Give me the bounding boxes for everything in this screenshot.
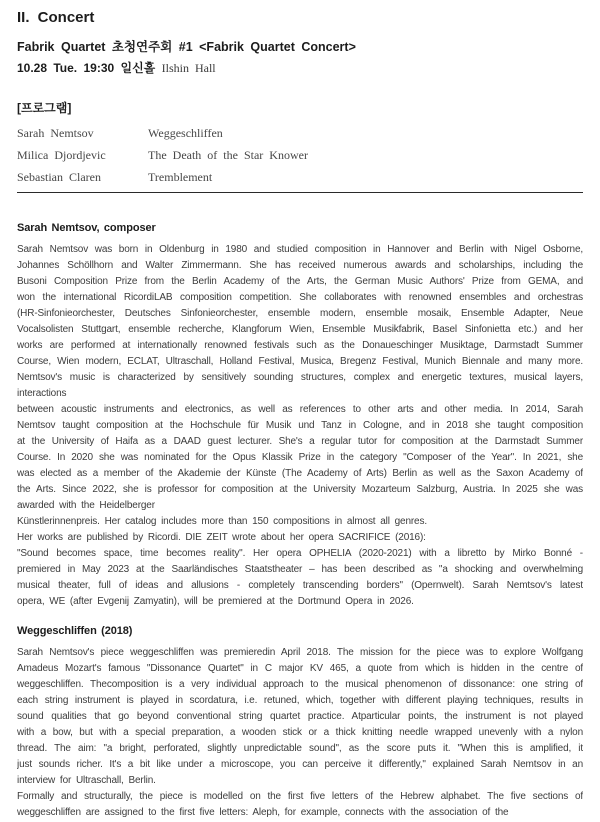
text-line: Vocalsolisten Stuttgart, ensemble recherche, Klangforum Wien, Ensemble Musikfabrik, Basel Sinfonietta etc.) and her — [17, 324, 583, 335]
program-row — [17, 144, 308, 166]
text-line: the Arts. Since 2022, she is professor for composition at the University Mozarteum Salzburg, Austria. In 2025 she was — [17, 484, 583, 495]
piece-title: Weggeschliffen — [148, 126, 223, 140]
text-line: each string instrument is played in scordatura, i.e. retuned, which, together with different playing techniques, results in — [17, 695, 583, 706]
text-line: Course. In 2020 she was nominated for the Opus Klassik Prize in the category "Composer of the Year". In 2021, she — [17, 452, 583, 463]
text-line: musical theater, full of ideas and allusions - completely transcending borders" (Opernwelt). Sarah Nemtsov's latest — [17, 580, 583, 591]
text-line: Sarah Nemtsov was born in Oldenburg in 1980 and studied composition in Hannover and Berlin with Nigel Osborne, — [17, 244, 583, 255]
composer-bio-heading: Sarah Nemtsov, composer — [17, 222, 156, 234]
text-line: Künstlerinnenpreis. Her catalog includes more than 150 compositions in almost all genres. — [17, 516, 427, 527]
event-title: Fabrik Quartet 초청연주회 #1 <Fabrik Quartet Concert> — [17, 40, 356, 54]
text-line: Course, Wien modern, ECLAT, Ultraschall, Holland Festival, Musica, Bregenz Festival, Munich Biennale and many more. — [17, 356, 583, 367]
text-line: won the international RicordiLAB composition competition. She collaborates with renowned ensembles and orchestras — [17, 292, 583, 303]
text-line: Busoni Composition Prize from the Berlin Academy of the Arts, the German Music Authors' Prize from GEMA, and — [17, 276, 583, 287]
composer-name: Sarah Nemtsov — [17, 126, 94, 140]
composer-name: Milica Djordjevic — [17, 148, 106, 162]
text-line: interactions — [17, 388, 67, 399]
program-row — [17, 166, 308, 188]
venue-english-name: Ilshin Hall — [161, 61, 216, 75]
event-datetime-line — [17, 61, 583, 75]
piece-note-heading: Weggeschliffen (2018) — [17, 625, 133, 637]
text-line: thread. The aim: "a bright, perforated, slightly unpredictable sound", as the score puts it. "When this is amplified, it — [17, 743, 583, 754]
section-divider — [17, 192, 583, 193]
text-line: opera, WE (after Evgenij Zamyatin), will be premiered at the Dortmund Opera in 2026. — [17, 596, 414, 607]
text-line: Formally and structurally, the piece is modelled on the first five letters of the Hebrew alphabet. The five sections of — [17, 791, 583, 802]
text-line: Nemtsov taught composition at the Hochschule für Musik und Tanz in Cologne, and in 2018 she taught composition — [17, 420, 583, 431]
text-line: Johannes Schöllhorn and Walter Zimmermann. She has received numerous awards and scholarships, including the — [17, 260, 583, 271]
text-line: sound qualities that go beyond conventional string quartet practice. Atparticular points, the instrument is not played — [17, 711, 583, 722]
section-title: II. Concert — [17, 9, 95, 26]
composer-name: Sebastian Claren — [17, 170, 101, 184]
text-line: "Sound becomes space, time becomes reality". Her opera OPHELIA (2020-2021) with a libretto by Mirko Bonné - — [17, 548, 583, 559]
text-line: premiered in May 2023 at the Saarländisches Staatstheater – has been described as "a shocking and overwhelming — [17, 564, 583, 575]
text-line: Her works are published by Ricordi. DIE ZEIT wrote about her opera SACRIFICE (2016): — [17, 532, 426, 543]
program-list — [17, 122, 308, 188]
text-line: with a bow, but with a special preparation, a wooden stick or a thick knitting needle wrapped unevenly with a nylon — [17, 727, 583, 738]
text-line: just sounds richer. It's a bit like under a microscope, you can perceive it differently," explained Sarah Nemtsov in an — [17, 759, 583, 770]
text-line: between acoustic instruments and electronics, as well as references to other arts and other media. In 2014, Sarah — [17, 404, 583, 415]
text-line: weggeschliffen. Thecomposition is a very individual approach to the musical phenomenon of dissonance: one string of — [17, 679, 583, 690]
text-line: awarded with the Heidelberger — [17, 500, 155, 511]
text-line: at the University of Haifa as a DAAD guest lecturer. She's a regular tutor for composition at the Darmstadt Summer — [17, 436, 583, 447]
text-line: Sarah Nemtsov's piece weggeschliffen was premieredin April 2018. The mission for the piece was to explore Wolfgang — [17, 647, 583, 658]
program-label: [프로그램] — [17, 101, 72, 115]
text-line: works are performed at internationally renowned festivals such as the Donaueschinger Musiktage, Darmstadt Summer — [17, 340, 583, 351]
text-line: (HR-Sinfonieorchester, Deutsches Sinfonieorchester, ensemble modern, ensemble mosaik, Ensemble Adapter, Neue — [17, 308, 583, 319]
text-line: Amadeus Mozart's famous "Dissonance Quartet" in C major KV 465, a quote from which is hidden in the centre of — [17, 663, 583, 674]
piece-title: Tremblement — [148, 170, 213, 184]
composer-bio-text — [17, 242, 583, 610]
event-datetime: 10.28 Tue. 19:30 일신홀 — [17, 61, 156, 75]
piece-note-text — [17, 645, 583, 821]
text-line: was elected as a member of the Akademie der Künste (The Academy of Arts) Berlin as well as the Saxon Academy of — [17, 468, 583, 479]
text-line: weggeschliffen are assigned to the first five letters: Aleph, for example, connects with the association of the — [17, 807, 509, 818]
text-line: interview for Ultraschall, Berlin. — [17, 775, 156, 786]
piece-title: The Death of the Star Knower — [148, 148, 308, 162]
program-row — [17, 122, 308, 144]
text-line: Nemtsov's music is characterized by sensitively sounding structures, complex and energetic textures, musical layers, — [17, 372, 583, 383]
